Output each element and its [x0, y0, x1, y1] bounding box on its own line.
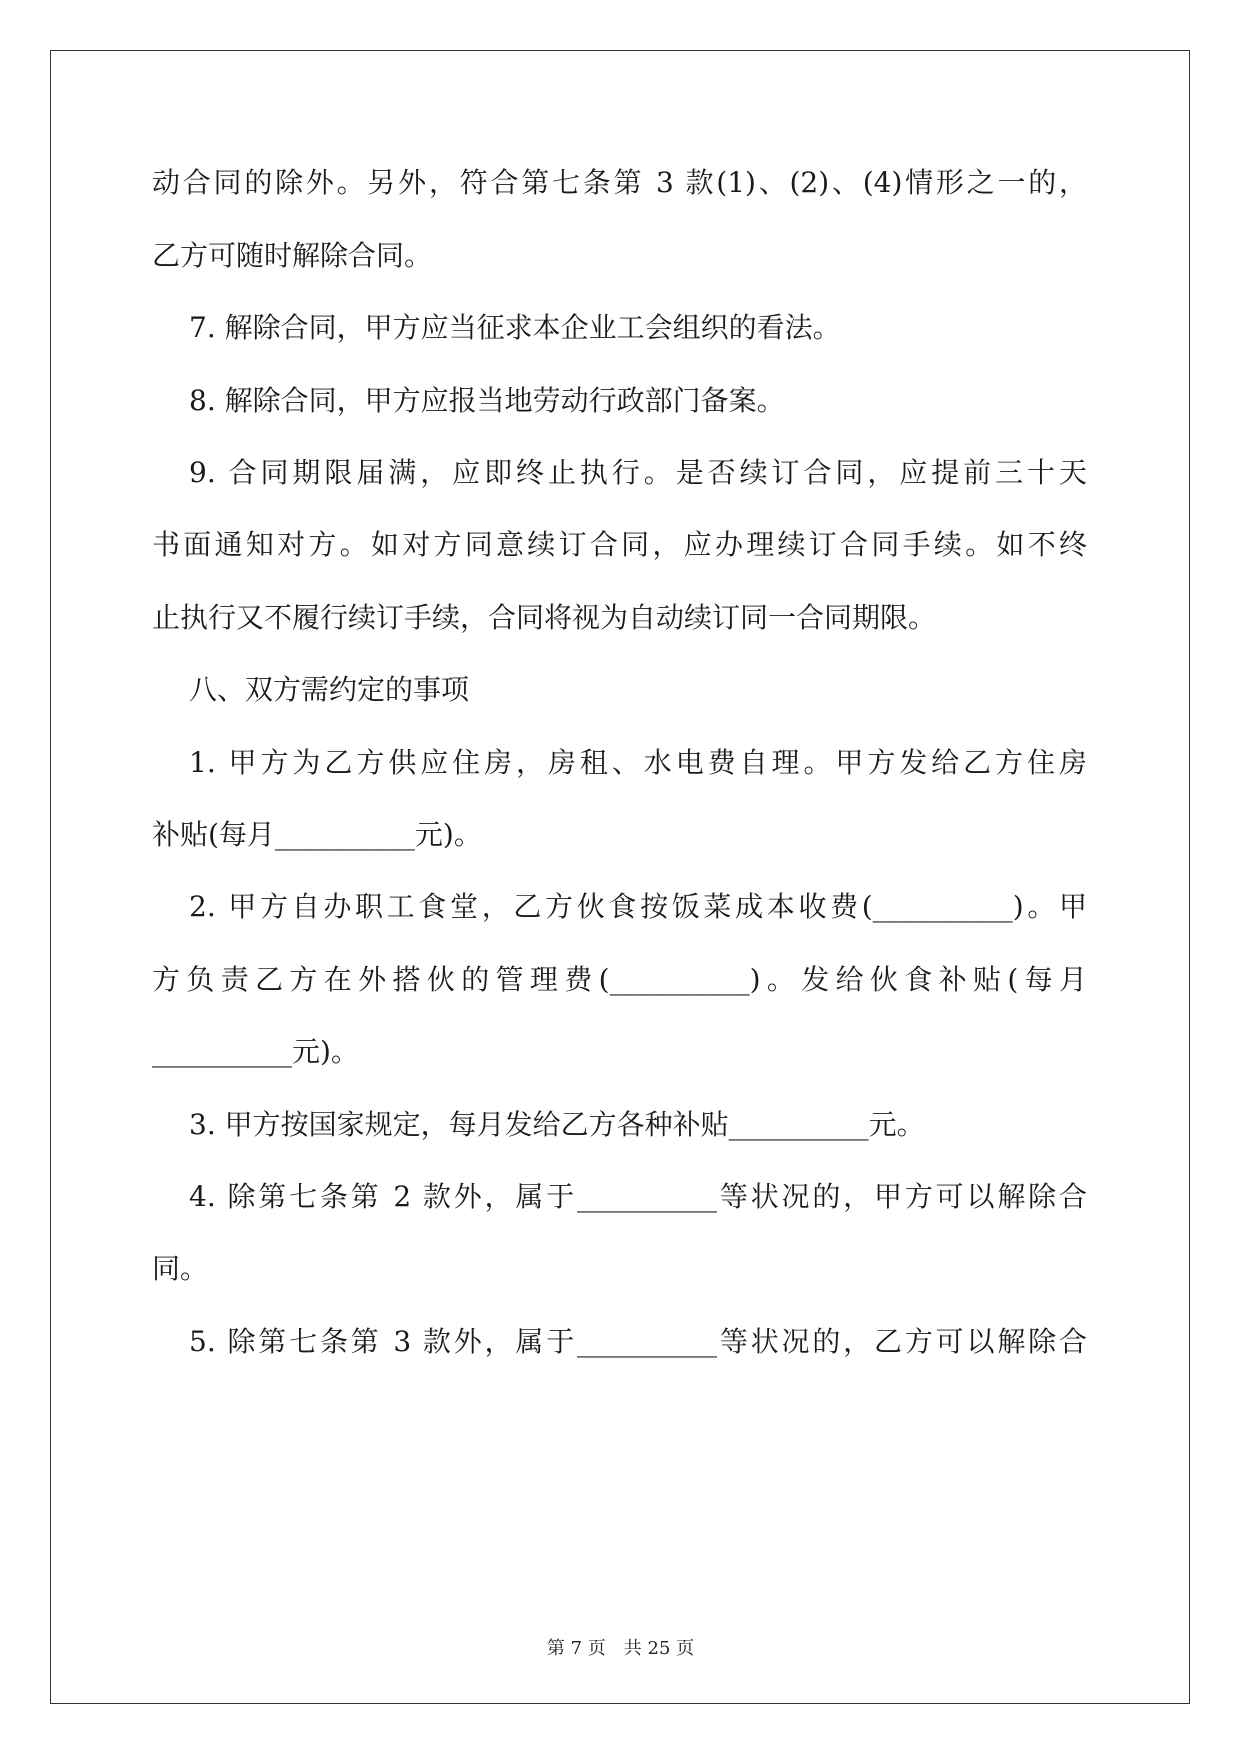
text-line: 1. 甲方为乙方供应住房，房租、水电费自理。甲方发给乙方住房 [189, 746, 1087, 779]
text-line: 8. 解除合同，甲方应报当地劳动行政部门备案。 [189, 384, 785, 417]
section-heading: 八、双方需约定的事项 [189, 673, 470, 706]
text-line: __________元)。 [152, 1035, 359, 1068]
page-frame [50, 50, 1190, 1704]
text-line: 止执行又不履行续订手续，合同将视为自动续订同一合同期限。 [152, 601, 937, 634]
text-line: 书面通知对方。如对方同意续订合同，应办理续订合同手续。如不终 [152, 528, 1087, 561]
text-line: 方负责乙方在外搭伙的管理费(__________)。发给伙食补贴(每月 [152, 963, 1087, 996]
text-line: 3. 甲方按国家规定，每月发给乙方各种补贴__________元。 [189, 1108, 925, 1141]
text-line: 2. 甲方自办职工食堂，乙方伙食按饭菜成本收费(__________)。甲 [189, 890, 1087, 923]
text-line: 5. 除第七条第 3 款外，属于__________等状况的，乙方可以解除合 [189, 1325, 1087, 1358]
page-number: 第 7 页 共 25 页 [546, 1638, 695, 1659]
text-line: 动合同的除外。另外，符合第七条第 3 款(1)、(2)、(4)情形之一的， [152, 166, 1087, 199]
text-line: 7. 解除合同，甲方应当征求本企业工会组织的看法。 [189, 311, 841, 344]
text-line: 补贴(每月__________元)。 [152, 818, 482, 851]
text-line: 9. 合同期限届满，应即终止执行。是否续订合同，应提前三十天 [189, 456, 1087, 489]
text-line: 同。 [152, 1252, 209, 1285]
text-line: 乙方可随时解除合同。 [152, 239, 433, 272]
text-line: 4. 除第七条第 2 款外，属于__________等状况的，甲方可以解除合 [189, 1180, 1087, 1213]
